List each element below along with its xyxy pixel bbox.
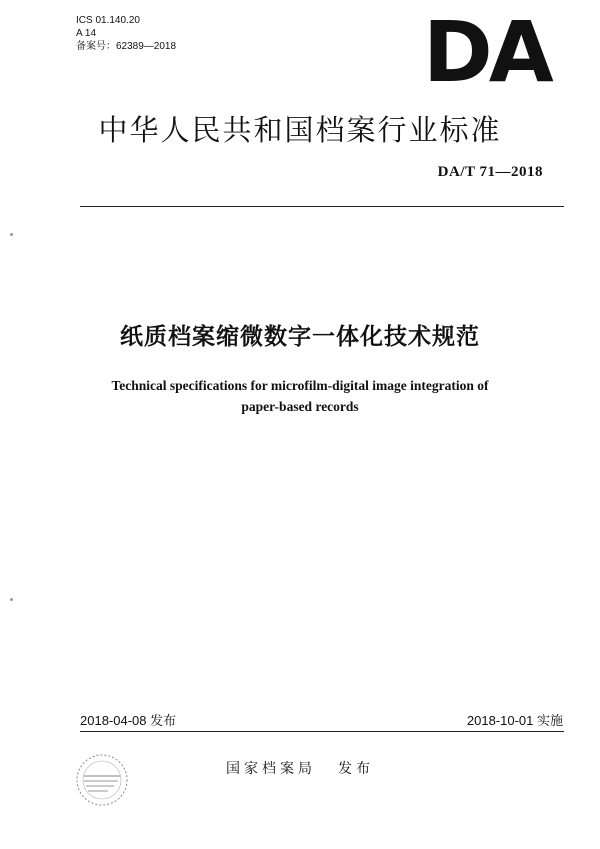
top-divider (80, 206, 564, 207)
industry-standard-title: 中华人民共和国档案行业标准 (98, 113, 502, 147)
scan-speck (10, 233, 13, 236)
scan-speck (10, 598, 13, 601)
document-title-cn: 纸质档案缩微数字一体化技术规范 (120, 324, 480, 350)
standard-number: DA/T 71—2018 (437, 164, 543, 180)
issuer (0, 758, 600, 778)
ics-code: ICS 01.140.20 (76, 15, 140, 26)
issuer-name: 国家档案局 (226, 761, 316, 777)
filing-number: 备案号：62389—2018 (76, 41, 177, 52)
title-en-line-1: Technical specifications for microfilm-digital image integration of (111, 378, 489, 393)
document-title-en (0, 375, 600, 417)
da-logo: DA (423, 3, 550, 101)
bottom-divider (80, 731, 564, 732)
implementation-date: 2018-10-01 实施 (466, 713, 563, 728)
title-en-line-2: paper-based records (241, 399, 359, 414)
issuer-action: 发布 (338, 761, 374, 777)
issue-date: 2018-04-08 发布 (80, 713, 177, 728)
standard-meta (76, 14, 176, 53)
ccs-code: A 14 (76, 28, 97, 39)
